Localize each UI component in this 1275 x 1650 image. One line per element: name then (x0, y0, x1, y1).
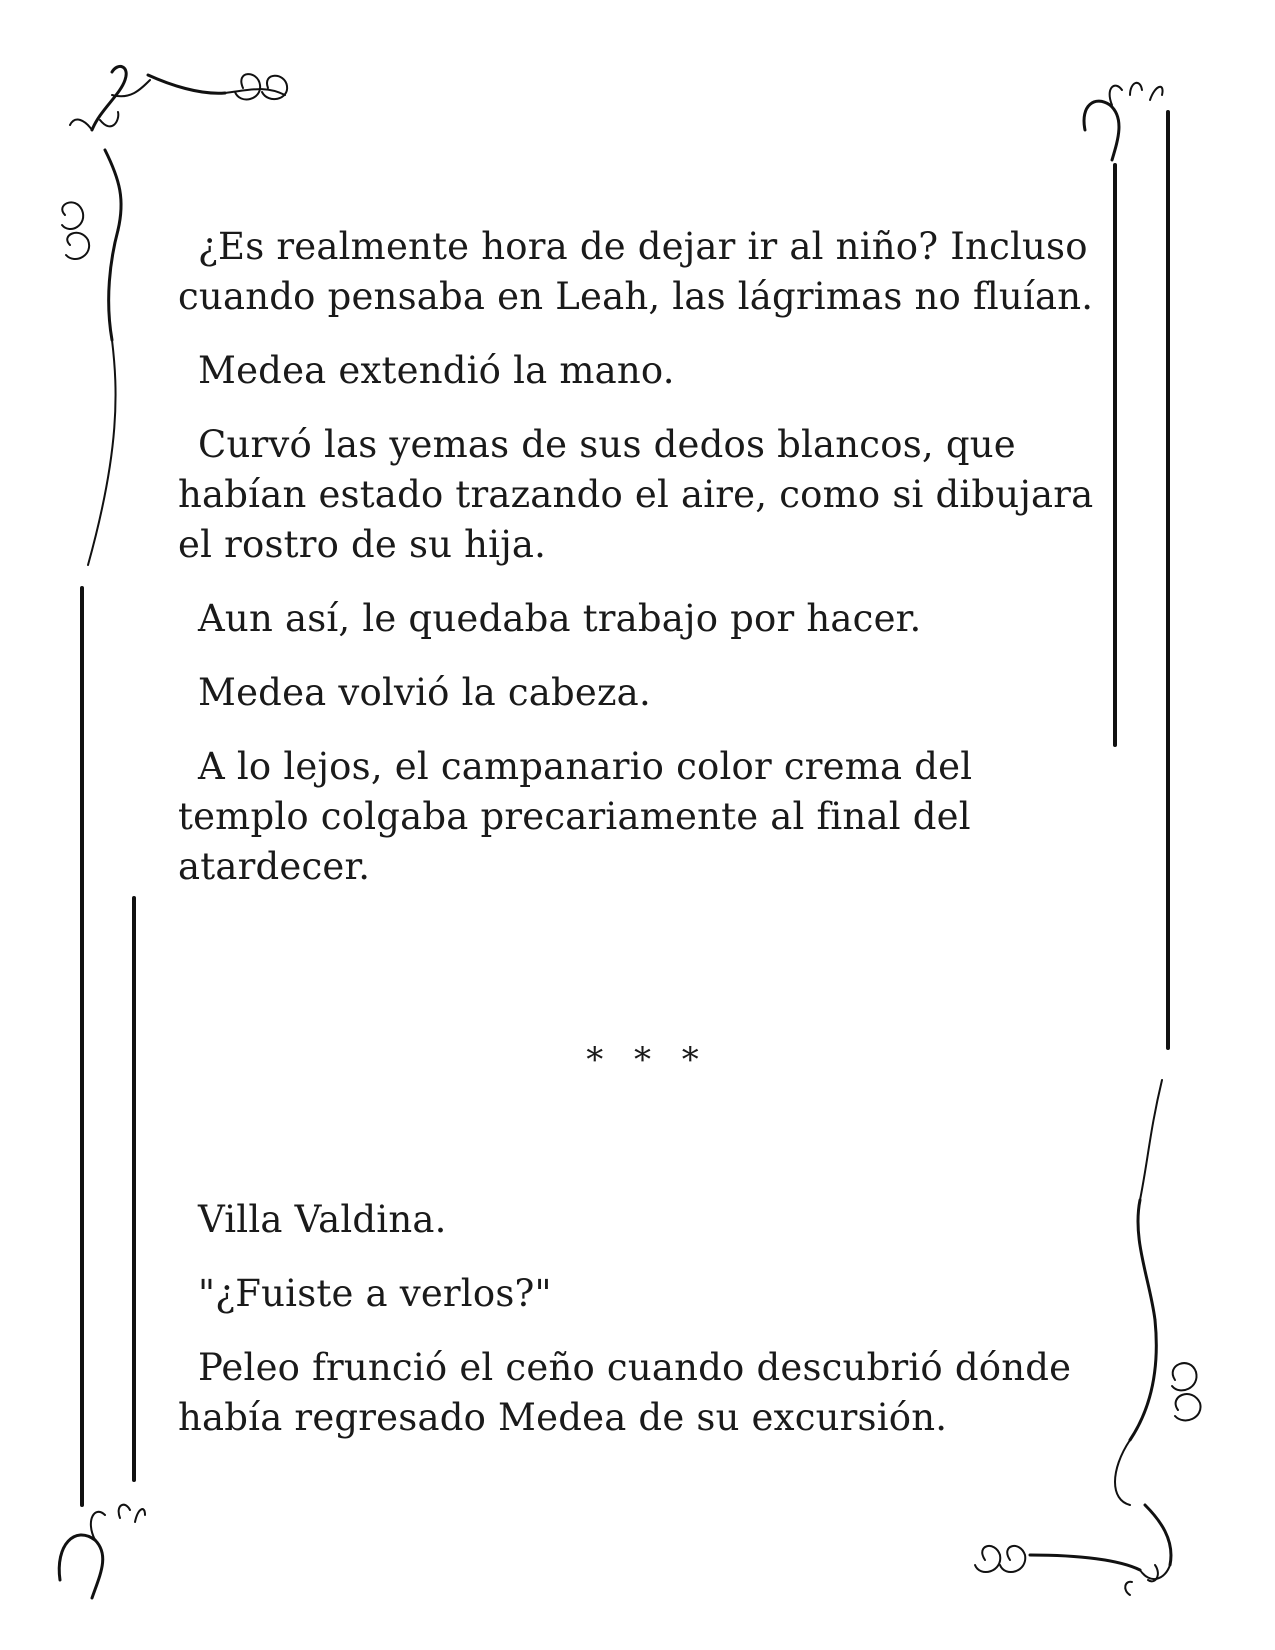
paragraph: ¿Es realmente hora de dejar ir al niño? Incluso cuando pensaba en Leah, las lágrimas no fluían. (178, 225, 1094, 318)
top-right-flourish (1084, 83, 1163, 160)
section-1-body (178, 222, 1108, 916)
scene-separator: * * * (586, 1040, 709, 1080)
paragraph: Medea volvió la cabeza. (198, 671, 651, 714)
bottom-left-flourish (59, 1505, 145, 1598)
paragraph: A lo lejos, el campanario color crema del templo colgaba precariamente al final del atardecer. (178, 745, 973, 888)
paragraph: Peleo frunció el ceño cuando descubrió dónde había regresado Medea de su excursión. (178, 1346, 1072, 1439)
paragraph: Aun así, le quedaba trabajo por hacer. (198, 597, 922, 640)
paragraph: Medea extendió la mano. (198, 349, 675, 392)
paragraph: "¿Fuiste a verlos?" (198, 1272, 552, 1315)
paragraph: Villa Valdina. (198, 1198, 447, 1241)
paragraph: Curvó las yemas de sus dedos blancos, que habían estado trazando el aire, como si dibujara el rostro de su hija. (178, 423, 1094, 566)
section-2-body (178, 1195, 1108, 1467)
